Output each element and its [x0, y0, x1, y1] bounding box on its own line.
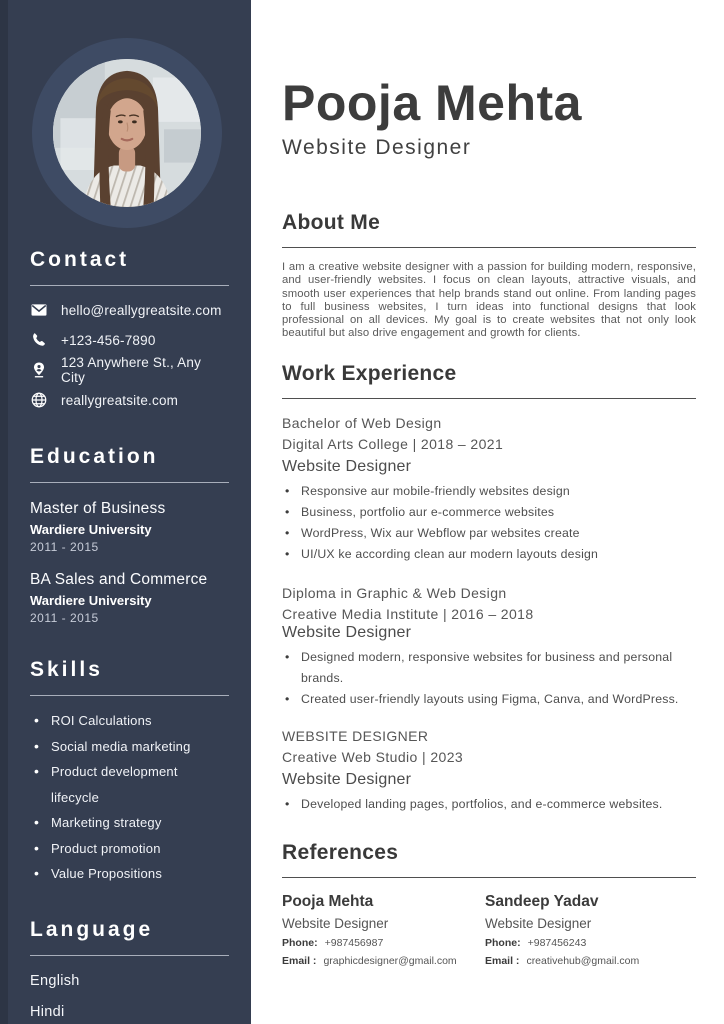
education-entry	[30, 571, 229, 625]
envelope-icon	[30, 301, 48, 319]
experience-bullet: • Business, portfolio aur e-commerce websites	[282, 502, 696, 523]
reference-title: Website Designer	[485, 915, 592, 931]
contact-item-website	[30, 385, 229, 415]
experience-bullet: • Designed modern, responsive websites for business and personal brands.	[282, 647, 696, 689]
skill-item: • Product promotion	[30, 836, 229, 862]
education-entry	[30, 500, 229, 554]
skill-item: • Social media marketing	[30, 734, 229, 760]
candidate-name: Pooja Mehta	[282, 75, 582, 131]
contact-item-phone	[30, 325, 229, 355]
experience-org: Creative Media Institute | 2016 – 2018	[282, 605, 534, 622]
reference-name: Sandeep Yadav	[485, 892, 599, 910]
contact-website-text: reallygreatsite.com	[61, 392, 179, 408]
references-divider	[282, 877, 696, 878]
skill-item: • Product development lifecycle	[30, 759, 229, 810]
reference-phone-value: +987456243	[527, 936, 587, 949]
experience-section	[282, 362, 696, 815]
sidebar	[0, 0, 251, 1024]
education-school: Wardiere University	[30, 522, 152, 537]
experience-org: Creative Web Studio | 2023	[282, 748, 464, 765]
experience-bullet: • Developed landing pages, portfolios, and e-commerce websites.	[282, 794, 696, 815]
contact-email-text: hello@reallygreatsite.com	[61, 302, 222, 318]
skill-item: • Marketing strategy	[30, 810, 229, 836]
contact-heading: Contact	[30, 248, 130, 271]
experience-heading: Work Experience	[282, 361, 457, 385]
main-column	[282, 0, 696, 967]
language-list	[30, 966, 229, 1024]
location-pin-icon	[30, 361, 48, 379]
reference-phone-label: Phone:	[485, 936, 521, 949]
about-section	[282, 211, 696, 341]
about-heading: About Me	[282, 211, 381, 234]
contact-list	[30, 295, 229, 415]
reference-email-row	[282, 955, 485, 967]
skills-divider	[30, 695, 229, 696]
reference-name: Pooja Mehta	[282, 892, 374, 910]
language-item: Hindi	[30, 1003, 65, 1020]
reference-email-value: graphicdesigner@gmail.com	[323, 954, 457, 967]
experience-entry	[282, 415, 696, 565]
experience-entry	[282, 585, 696, 710]
about-text: I am a creative website designer with a passion for building modern, responsive, and user-friendly websites. I focus on clean layouts, attractive visuals, and smooth user experiences that help brands stand out online. From landing pages to full business websites, I turn ideas into functional designs that look professional on all devices. My goal is to create websites that not only look beautiful but also drive engagement and growth for clients.	[282, 261, 696, 340]
experience-degree: WEBSITE DESIGNER	[282, 727, 429, 744]
experience-bullet: • Created user-friendly layouts using Figma, Canva, and WordPress.	[282, 689, 696, 710]
candidate-title: Website Designer	[282, 136, 472, 159]
education-years: 2011 - 2015	[30, 540, 99, 554]
contact-phone-text: +123-456-7890	[61, 332, 156, 348]
language-section	[0, 918, 251, 1024]
contact-section	[0, 248, 251, 415]
education-degree: Master of Business	[30, 500, 166, 517]
experience-degree: Diploma in Graphic & Web Design	[282, 584, 507, 601]
experience-bullet: • Responsive aur mobile-friendly websites design	[282, 481, 696, 502]
contact-address-text: 123 Anywhere St., Any City	[61, 355, 202, 385]
education-heading: Education	[30, 445, 159, 468]
skills-section	[0, 658, 251, 887]
reference-phone-value: +987456987	[324, 936, 384, 949]
education-school: Wardiere University	[30, 593, 152, 608]
references-section	[282, 841, 696, 967]
education-divider	[30, 482, 229, 483]
experience-bullets	[282, 647, 696, 710]
language-divider	[30, 955, 229, 956]
experience-bullets	[282, 794, 696, 815]
reference-email-label: Email :	[485, 954, 520, 967]
experience-entry	[282, 728, 696, 815]
contact-item-email	[30, 295, 229, 325]
reference-title: Website Designer	[282, 915, 389, 931]
references-columns	[282, 893, 696, 967]
contact-divider	[30, 285, 229, 286]
reference-phone-label: Phone:	[282, 936, 318, 949]
reference-email-label: Email :	[282, 954, 317, 967]
education-degree: BA Sales and Commerce	[30, 571, 208, 588]
profile-photo	[53, 59, 201, 207]
skill-item: • Value Propositions	[30, 861, 229, 887]
reference-phone-row	[282, 937, 485, 949]
references-heading: References	[282, 840, 399, 864]
education-section	[0, 445, 251, 625]
education-years: 2011 - 2015	[30, 611, 99, 625]
about-divider	[282, 247, 696, 248]
experience-org: Digital Arts College | 2018 – 2021	[282, 435, 504, 452]
experience-bullet: • WordPress, Wix aur Webflow par websites create	[282, 523, 696, 544]
experience-bullet: • UI/UX ke according clean aur modern layouts design	[282, 544, 696, 565]
reference-email-row	[485, 955, 688, 967]
skills-list	[30, 708, 229, 887]
experience-bullets	[282, 481, 696, 565]
experience-role: Website Designer	[282, 770, 412, 788]
language-heading: Language	[30, 917, 154, 941]
reference-email-value: creativehub@gmail.com	[526, 954, 640, 967]
reference-card	[282, 893, 485, 967]
photo-area	[0, 0, 251, 248]
globe-icon	[30, 391, 48, 409]
experience-divider	[282, 398, 696, 399]
experience-role: Website Designer	[282, 623, 412, 641]
phone-icon	[30, 331, 48, 349]
language-item: English	[30, 972, 80, 989]
contact-item-address	[30, 355, 229, 385]
skill-item: • ROI Calculations	[30, 708, 229, 734]
experience-role: Website Designer	[282, 457, 412, 475]
reference-phone-row	[485, 937, 688, 949]
experience-degree: Bachelor of Web Design	[282, 414, 442, 431]
reference-card	[485, 893, 688, 967]
skills-heading: Skills	[30, 658, 103, 681]
